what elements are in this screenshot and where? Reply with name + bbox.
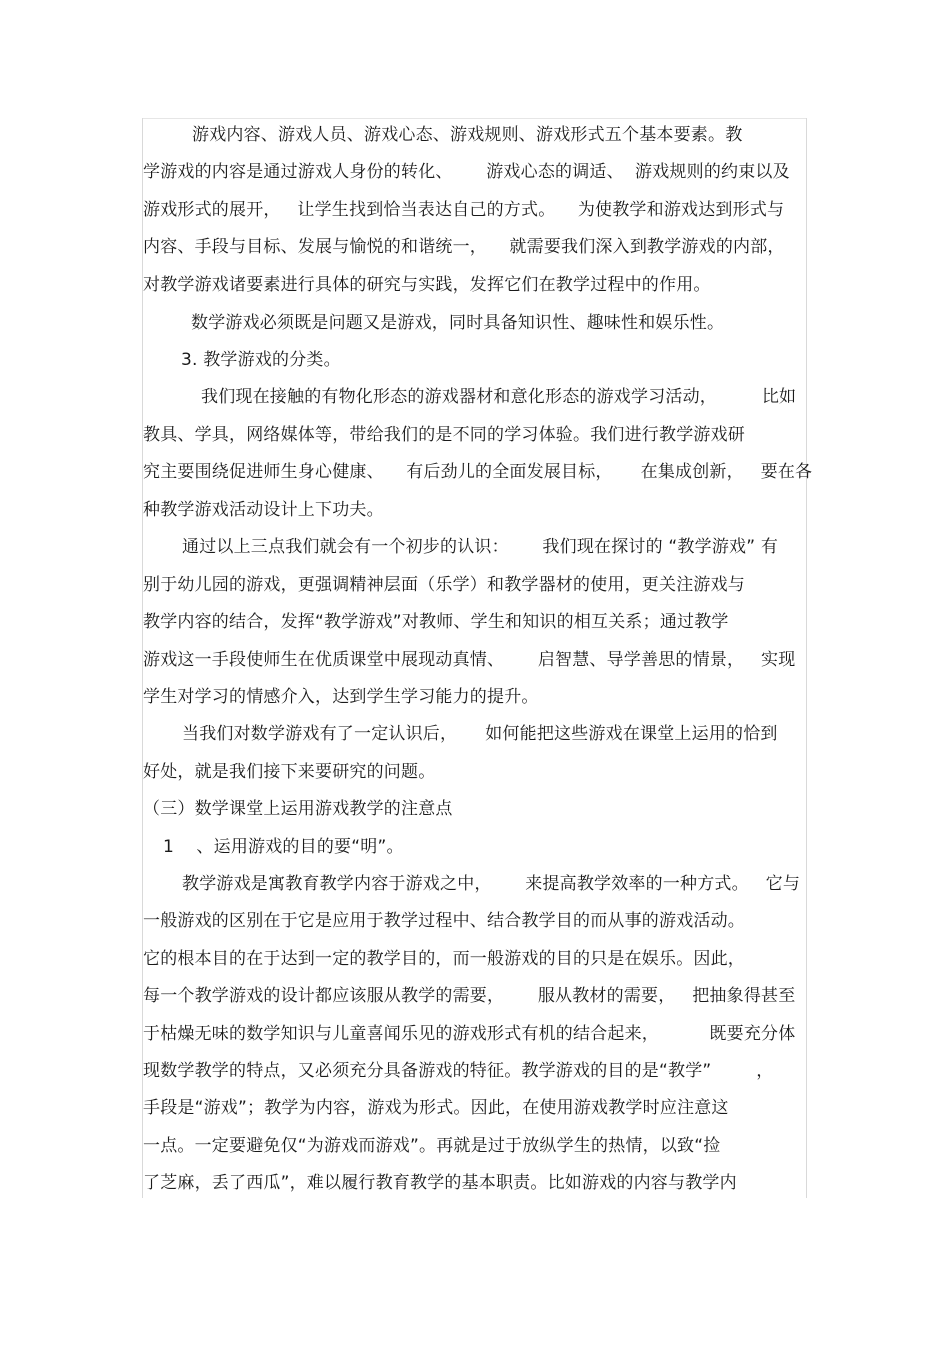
subsection-heading: 1 、运用游戏的目的要“明”。 (163, 837, 404, 857)
page-frame-right (806, 118, 807, 1198)
text-line: 对教学游戏诸要素进行具体的研究与实践，发挥它们在教学过程中的作用。 (143, 275, 711, 295)
text-line: 一般游戏的区别在于它是应用于教学过程中、结合教学目的而从事的游戏活动。 (143, 911, 745, 931)
text-line: 了芝麻，丢了西瓜”，难以履行教育教学的基本职责。比如游戏的内容与教学内 (143, 1173, 737, 1193)
text-line: 别于幼儿园的游戏，更强调精神层面（乐学）和教学器材的使用，更关注游戏与 (143, 575, 745, 595)
text-line: 我们现在接触的有物化形态的游戏器材和意化形态的游戏学习活动， 比如 (201, 387, 797, 407)
text-line: 好处，就是我们接下来要研究的问题。 (143, 762, 436, 782)
text-line: 当我们对数学游戏有了一定认识后， 如何能把这些游戏在课堂上运用的恰到 (182, 724, 778, 744)
section-heading: 3. 教学游戏的分类。 (181, 350, 341, 370)
text-line: 学生对学习的情感介入，达到学生学习能力的提升。 (143, 687, 539, 707)
text-line: 游戏形式的展开， 让学生找到恰当表达自己的方式。 为使教学和游戏达到形式与 (143, 200, 785, 220)
text-line: 学游戏的内容是通过游戏人身份的转化、 游戏心态的调适、 游戏规则的约束以及 (143, 162, 790, 182)
page-frame-top (142, 118, 806, 119)
text-line: 内容、手段与目标、发展与愉悦的和谐统一， 就需要我们深入到教学游戏的内部， (143, 237, 785, 257)
text-line: 手段是“游戏”；教学为内容，游戏为形式。因此，在使用游戏教学时应注意这 (143, 1098, 729, 1118)
text-line: 于枯燥无味的数学知识与儿童喜闻乐见的游戏形式有机的结合起来， 既要充分体 (143, 1024, 796, 1044)
text-line: 教学内容的结合，发挥“教学游戏”对教师、学生和知识的相互关系；通过教学 (143, 612, 729, 632)
text-line: 教学游戏是寓教育教学内容于游戏之中， 来提高教学效率的一种方式。 它与 (182, 874, 801, 894)
text-line: 一点。一定要避免仅“为游戏而游戏”。再就是过于放纵学生的热情，以致“捡 (143, 1136, 721, 1156)
text-line: 每一个教学游戏的设计都应该服从教学的需要， 服从教材的需要， 把抽象得甚至 (143, 986, 796, 1006)
text-line: 通过以上三点我们就会有一个初步的认识： 我们现在探讨的 “教学游戏” 有 (182, 537, 779, 557)
text-line: 数学游戏必须既是问题又是游戏，同时具备知识性、趣味性和娱乐性。 (191, 313, 725, 333)
text-line: 游戏内容、游戏人员、游戏心态、游戏规则、游戏形式五个基本要素。教 (192, 125, 743, 145)
section-heading: （三）数学课堂上运用游戏教学的注意点 (143, 799, 453, 819)
text-line: 游戏这一手段使师生在优质课堂中展现动真情、 启智慧、导学善思的情景， 实现 (143, 650, 796, 670)
text-line: 种教学游戏活动设计上下功夫。 (143, 500, 384, 520)
text-line: 教具、学具，网络媒体等，带给我们的是不同的学习体验。我们进行教学游戏研 (143, 425, 745, 445)
text-line: 究主要围绕促进师生身心健康、 有后劲儿的全面发展目标， 在集成创新， 要在各 (143, 462, 813, 482)
text-line: 它的根本目的在于达到一定的教学目的，而一般游戏的目的只是在娱乐。因此， (143, 949, 745, 969)
text-line: 现数学教学的特点，又必须充分具备游戏的特征。教学游戏的目的是“教学” ， (143, 1061, 774, 1081)
